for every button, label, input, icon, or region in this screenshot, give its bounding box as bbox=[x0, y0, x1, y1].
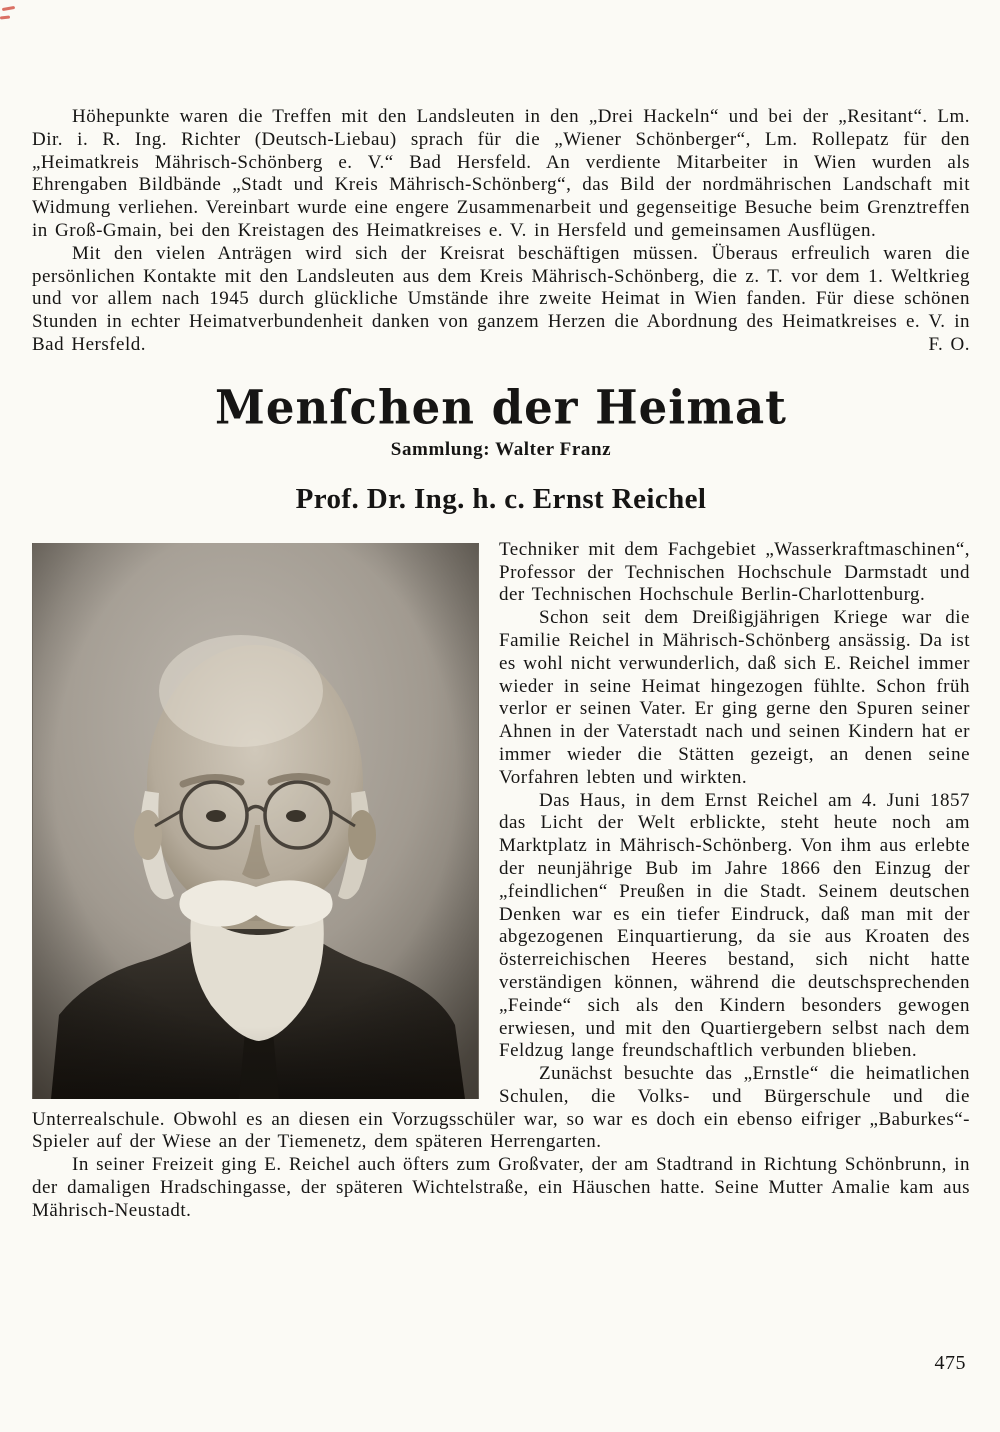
red-pen-mark bbox=[2, 6, 15, 11]
section-title: Menſchen der Heimat bbox=[215, 379, 787, 435]
section-header bbox=[32, 379, 970, 515]
paragraph-hoehepunkte: Höhepunkte waren die Treffen mit den Landsleuten in den „Drei Hackeln“ und bei der „Resitant“. Lm. Dir. i. R. Ing. Richter (Deutsch-Liebau) sprach für die „Wiener Schönberger“, Lm. Rollepatz für den „Heimatkreis Mährisch-Schönberg e. V.“ Bad Hersfeld. An verdiente Mitarbeiter in Wien wurden als Ehrengaben Bildbände „Stadt und Kreis Mährisch-Schönberg“, das Bild der nordmährischen Landschaft mit Widmung verliehen. Vereinbart wurde eine engere Zusammenarbeit und gegenseitige Besuche beim Grenztreffen in Groß-Gmain, bei den Kreistagen des Heimatkreises e. V. in Hersfeld und gemeinsamen Ausflügen. bbox=[32, 106, 970, 241]
paragraph-text: Mit den vielen Anträgen wird sich der Kreisrat beschäftigen müssen. Überaus erfreulich waren die persönlichen Kontakte mit den Landsleuten aus dem Kreis Mährisch-Schönberg, die z. T. vor dem 1. Weltkrieg und vor allem nach 1945 durch glückliche Umstände ihre zweite Heimat in Wien fanden. Für diese schönen Stunden in echter Heimatverbundenheit danken von ganzem Herzen die Abordnung des Heimatkreises e. V. in Bad Hersfeld. bbox=[32, 242, 970, 355]
portrait-illustration bbox=[32, 543, 479, 1099]
article-body bbox=[32, 539, 970, 1223]
author-initials: F. O. bbox=[928, 333, 970, 355]
article-paragraph: In seiner Freizeit ging E. Reichel auch öfters zum Großvater, der am Stadtrand in Richtung Schönbrunn, in der damaligen Hradschingasse, der späteren Wichtelstraße, ein Häuschen hatte. Seine Mutter Amalie kam aus Mährisch-Neustadt. bbox=[32, 1154, 970, 1221]
article-paragraph: Schon seit dem Dreißigjährigen Kriege war die Familie Reichel in Mährisch-Schönberg ansässig. Da ist es wohl nicht verwunderlich, daß sich E. Reichel immer wieder in seine Heimat hingezogen fühlte. Schon früh verlor er seinen Vater. Er ging gerne den Spuren seiner Ahnen in der Vaterstadt nach und seinen Kindern hat er immer wieder die Stätten gezeigt, an denen seine Vorfahren lebten und wirkten. bbox=[499, 607, 970, 788]
page-number: 475 bbox=[934, 1352, 966, 1374]
article-paragraph: Das Haus, in dem Ernst Reichel am 4. Juni 1857 das Licht der Welt erblickte, steht heute noch am Marktplatz in Mährisch-Schönberg. Von ihm aus erlebte der neunjährige Bub im Jahre 1866 den Einzug der „feindlichen“ Preußen in die Stadt. Seinem deutschen Denken war es ein tiefer Eindruck, daß man mit der abgezogenen Einquartierung, da sie aus Kroaten des österreichischen Heeres bestand, sich nicht hatte verständigen können, während die deutschsprechenden „Feinde“ sich als den Kindern besonders gewogen erwiesen, und mit den Quartiergebern selbst nach dem Feldzug lange freundschaftlich verbunden blieben. bbox=[499, 789, 970, 1062]
article-paragraph: Techniker mit dem Fachgebiet „Wasserkraftmaschinen“, Professor der Technischen Hochschule Darmstadt und der Technischen Hochschule Berlin-Charlottenburg. bbox=[499, 538, 970, 606]
article-title: Prof. Dr. Ing. h. c. Ernst Reichel bbox=[295, 482, 707, 515]
portrait-photo bbox=[32, 543, 479, 1099]
section-subtitle: Sammlung: Walter Franz bbox=[390, 438, 612, 460]
paragraph-antraege bbox=[32, 243, 970, 357]
article-paragraph: Zunächst besuchte das „Ernstle“ die heimatlichen Schulen, die Volks- und Bürgerschule und die Unterrealschule. Obwohl es an diesen ein Vorzugsschüler war, so war es doch ein ebenso eifriger „Baburkes“-Spieler auf der Wiese an der Tiemenetz, dem späteren Herrengarten. bbox=[32, 1063, 970, 1153]
intro-paragraphs bbox=[32, 106, 970, 357]
red-pen-mark bbox=[0, 15, 10, 19]
